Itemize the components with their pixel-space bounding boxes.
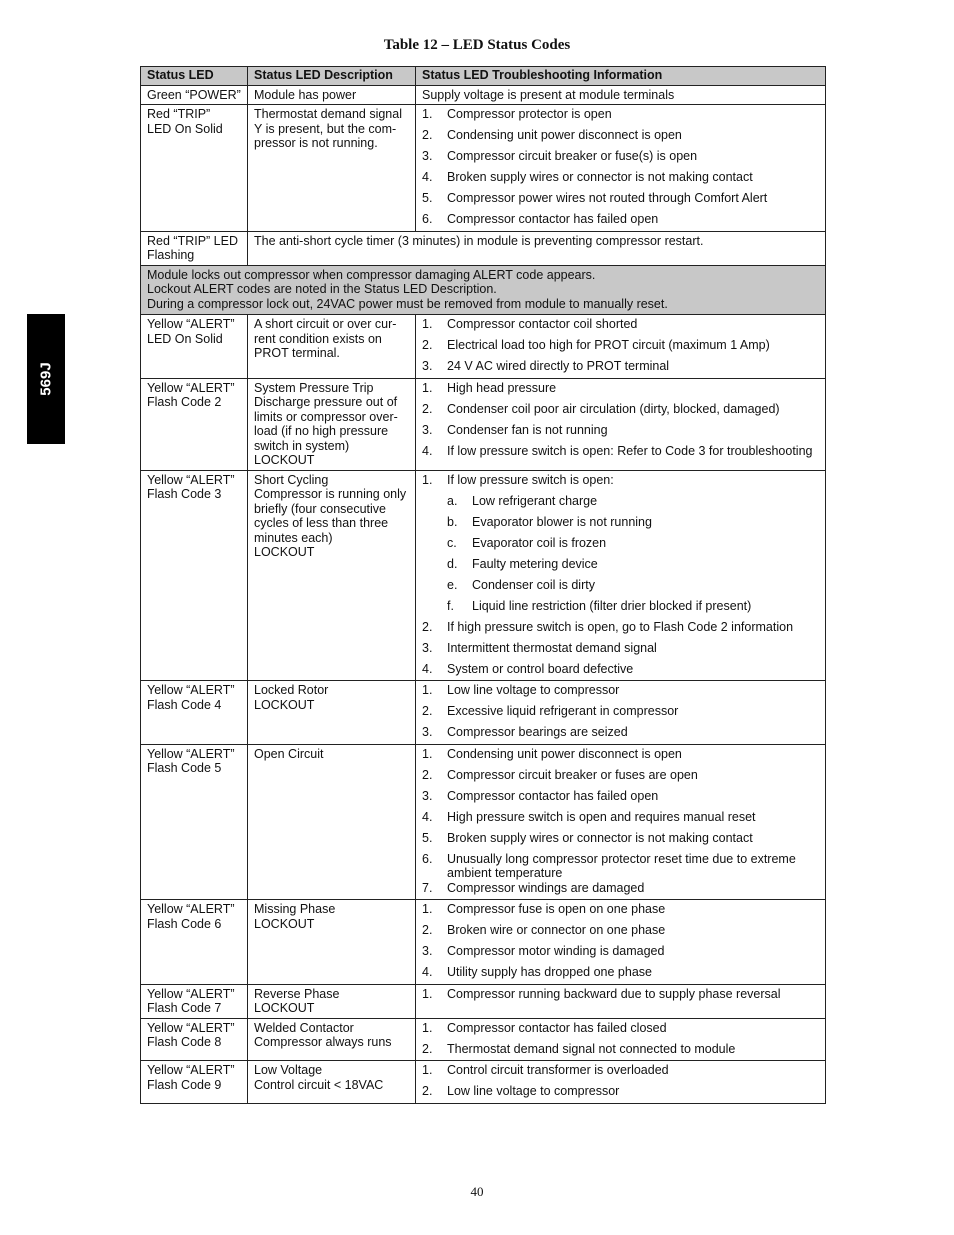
status-led-line: Yellow “ALERT”	[147, 986, 235, 1001]
item-text: Compressor contactor has failed open	[447, 788, 659, 803]
table-row	[141, 681, 826, 745]
list-item	[422, 149, 819, 170]
item-text: Compressor running backward due to supply phase reversal	[447, 986, 781, 1001]
description-line: Locked Rotor	[254, 683, 329, 697]
item-text: High pressure switch is open and requires manual reset	[447, 809, 756, 824]
item-text: Compressor windings are damaged	[447, 880, 645, 895]
item-number: 5.	[422, 830, 433, 845]
item-number: 3.	[422, 149, 433, 163]
list-item	[422, 423, 819, 444]
list-item	[422, 987, 819, 1006]
list-item	[422, 536, 819, 557]
lockout-note-row	[141, 265, 826, 315]
status-led-cell	[141, 231, 248, 265]
item-number: 2.	[422, 704, 433, 718]
list-item	[422, 965, 819, 984]
description-line: Compressor is running only	[254, 487, 407, 501]
item-text: Unusually long compressor protector reset time due to extreme ambient temperature	[447, 851, 796, 880]
description-line: briefly (four consecutive	[254, 501, 387, 516]
description-line: Open Circuit	[254, 746, 324, 761]
table-row	[141, 744, 826, 900]
list-item	[422, 852, 819, 881]
list-item	[422, 107, 819, 128]
troubleshooting-cell: The anti-short cycle timer (3 minutes) in module is preventing compressor restart.	[248, 231, 826, 265]
list-item	[422, 599, 819, 620]
description-line: Short Cycling	[254, 472, 329, 487]
description-line: Compressor always runs	[254, 1035, 392, 1049]
list-item	[422, 768, 819, 789]
item-number: 7.	[422, 880, 433, 895]
table-row	[141, 105, 826, 232]
table-header-row	[141, 67, 826, 86]
description-cell	[248, 900, 416, 985]
list-item	[422, 170, 819, 191]
description-line: load (if no high pressure	[254, 424, 389, 438]
status-led-line: Flash Code 7	[147, 1001, 222, 1015]
item-number: 2.	[422, 923, 433, 937]
table-row	[141, 1061, 826, 1104]
troubleshooting-list	[422, 683, 819, 744]
lockout-note	[141, 265, 826, 315]
lockout-note-line: During a compressor lock out, 24VAC power must be removed from module to manually reset.	[147, 296, 668, 311]
item-text: Compressor contactor has failed open	[447, 212, 659, 226]
status-led-line: Yellow “ALERT”	[147, 472, 235, 487]
description-line: LOCKOUT	[254, 697, 315, 712]
item-number: 1.	[422, 986, 433, 1001]
table-row	[141, 231, 826, 265]
list-item	[422, 1021, 819, 1042]
item-number: 3.	[422, 359, 433, 373]
item-text: If low pressure switch is open: Refer to Code 3 for troubleshooting	[447, 443, 813, 458]
table-row	[141, 378, 826, 470]
description-cell	[248, 85, 416, 105]
item-number: 2.	[422, 401, 433, 416]
item-text: If low pressure switch is open:	[447, 472, 614, 487]
troubleshooting-cell	[416, 900, 826, 985]
item-text: If high pressure switch is open, go to Flash Code 2 information	[447, 619, 794, 634]
item-text: Excessive liquid refrigerant in compressor	[447, 704, 679, 718]
status-led-cell	[141, 744, 248, 900]
description-cell	[248, 105, 416, 232]
description-line: Low Voltage	[254, 1063, 323, 1077]
list-item	[422, 641, 819, 662]
list-item	[422, 1042, 819, 1061]
item-number: 3.	[422, 640, 433, 655]
item-number: 2.	[422, 1041, 433, 1056]
header-troubleshooting-information: Status LED Troubleshooting Information	[416, 67, 826, 86]
item-text: Compressor protector is open	[447, 107, 612, 121]
troubleshooting-list	[422, 1063, 819, 1103]
status-led-line: Red “TRIP” LED	[147, 233, 238, 248]
status-led-line: Yellow “ALERT”	[147, 1063, 235, 1077]
status-led-line: Flash Code 8	[147, 1035, 222, 1049]
description-line: Discharge pressure out of	[254, 395, 398, 409]
troubleshooting-cell	[416, 105, 826, 232]
status-led-cell	[141, 470, 248, 681]
item-number: 4.	[422, 809, 433, 824]
description-line: LOCKOUT	[254, 545, 315, 559]
list-item	[422, 810, 819, 831]
description-line: LOCKOUT	[254, 916, 315, 931]
description-line: pressor is not running.	[254, 136, 378, 150]
item-number: 2.	[422, 338, 433, 352]
description-line: PROT terminal.	[254, 346, 340, 360]
lockout-note-line: Lockout ALERT codes are noted in the Status LED Description.	[147, 282, 497, 296]
status-led-cell	[141, 315, 248, 379]
description-line: Control circuit < 18VAC	[254, 1077, 384, 1092]
status-led-cell	[141, 105, 248, 232]
description-cell	[248, 984, 416, 1018]
list-item	[422, 128, 819, 149]
troubleshooting-cell	[416, 984, 826, 1018]
item-text: Intermittent thermostat demand signal	[447, 640, 657, 655]
list-item	[422, 620, 819, 641]
item-text: Compressor circuit breaker or fuses are open	[447, 767, 698, 782]
troubleshooting-cell: Supply voltage is present at module terminals	[416, 85, 826, 105]
description-cell	[248, 1018, 416, 1061]
item-number: 4.	[422, 170, 433, 184]
list-item	[422, 747, 819, 768]
status-led-line: Flash Code 6	[147, 916, 222, 931]
list-item	[422, 704, 819, 725]
item-text: Compressor contactor has failed closed	[447, 1020, 667, 1035]
troubleshooting-cell	[416, 315, 826, 379]
description-line: rent condition exists on	[254, 331, 382, 346]
list-item	[422, 317, 819, 338]
item-number: e.	[447, 577, 458, 592]
list-item	[422, 831, 819, 852]
page-number: 40	[470, 1184, 484, 1199]
item-text: Compressor fuse is open on one phase	[447, 902, 666, 916]
lockout-note-line: Module locks out compressor when compressor damaging ALERT code appears.	[147, 267, 596, 282]
item-text: Liquid line restriction (filter drier blocked if present)	[472, 598, 752, 613]
description-cell	[248, 470, 416, 681]
list-item	[422, 515, 819, 536]
status-led-cell	[141, 85, 248, 105]
item-text: Faulty metering device	[472, 556, 598, 571]
item-number: 2.	[422, 128, 433, 142]
side-tab-label: 569J	[37, 362, 55, 396]
item-number: b.	[447, 514, 458, 529]
item-number: 1.	[422, 683, 433, 697]
list-item	[422, 557, 819, 578]
status-led-line: Green “POWER”	[147, 87, 241, 102]
table-row	[141, 1018, 826, 1061]
status-led-line: Yellow “ALERT”	[147, 683, 235, 697]
item-number: 3.	[422, 944, 433, 958]
list-item	[422, 444, 819, 463]
item-number: 1.	[422, 902, 433, 916]
item-number: 1.	[422, 746, 433, 761]
item-text: Compressor contactor coil shorted	[447, 317, 638, 331]
troubleshooting-list	[422, 473, 819, 681]
item-text: Condensing unit power disconnect is open	[447, 128, 682, 142]
status-led-cell	[141, 1018, 248, 1061]
troubleshooting-list	[422, 987, 819, 1006]
status-led-line: Yellow “ALERT”	[147, 746, 235, 761]
item-text: Utility supply has dropped one phase	[447, 965, 652, 979]
item-text: Evaporator blower is not running	[472, 514, 652, 529]
item-text: Thermostat demand signal not connected to module	[447, 1041, 736, 1056]
list-item	[422, 662, 819, 681]
description-cell	[248, 1061, 416, 1104]
list-item	[422, 683, 819, 704]
item-number: 3.	[422, 725, 433, 739]
side-tab	[27, 314, 65, 444]
item-text: Compressor circuit breaker or fuse(s) is open	[447, 149, 698, 163]
table-row	[141, 984, 826, 1018]
description-cell	[248, 378, 416, 470]
item-number: 3.	[422, 788, 433, 803]
list-item	[422, 725, 819, 744]
item-text: Condenser coil is dirty	[472, 577, 595, 592]
list-item	[422, 923, 819, 944]
header-status-led-description: Status LED Description	[248, 67, 416, 86]
item-number: 1.	[422, 472, 433, 487]
list-item	[422, 902, 819, 923]
item-text: Low refrigerant charge	[472, 493, 598, 508]
description-line: Welded Contactor	[254, 1020, 354, 1035]
item-text: Condenser coil poor air circulation (dirty, blocked, damaged)	[447, 401, 780, 416]
status-led-cell	[141, 984, 248, 1018]
item-text: Compressor motor winding is damaged	[447, 944, 665, 958]
item-text: Electrical load too high for PROT circuit (maximum 1 Amp)	[447, 338, 770, 352]
description-line: Module has power	[254, 87, 357, 102]
description-cell	[248, 681, 416, 745]
list-item	[422, 944, 819, 965]
item-number: 1.	[422, 380, 433, 395]
status-led-line: Flash Code 9	[147, 1077, 222, 1092]
table-row	[141, 315, 826, 379]
item-number: 4.	[422, 443, 433, 458]
item-text: System or control board defective	[447, 661, 634, 676]
status-led-cell	[141, 378, 248, 470]
troubleshooting-list	[422, 381, 819, 463]
description-cell	[248, 744, 416, 900]
item-text: Broken supply wires or connector is not making contact	[447, 830, 753, 845]
list-item	[422, 578, 819, 599]
description-line: LOCKOUT	[254, 1001, 315, 1015]
list-item	[422, 381, 819, 402]
description-line: cycles of less than three	[254, 516, 389, 530]
list-item	[422, 1084, 819, 1103]
list-item	[422, 402, 819, 423]
status-led-line: Flash Code 3	[147, 487, 222, 501]
list-item	[422, 191, 819, 212]
table-row	[141, 900, 826, 985]
item-number: 5.	[422, 191, 433, 205]
status-led-line: Yellow “ALERT”	[147, 1020, 235, 1035]
description-line: Missing Phase	[254, 902, 336, 916]
status-led-line: LED On Solid	[147, 121, 223, 136]
description-cell	[248, 315, 416, 379]
description-line: switch in system)	[254, 438, 350, 453]
item-text: High head pressure	[447, 380, 557, 395]
item-text: Broken wire or connector on one phase	[447, 923, 666, 937]
status-led-line: Yellow “ALERT”	[147, 317, 235, 331]
list-item	[422, 359, 819, 378]
status-led-cell	[141, 1061, 248, 1104]
list-item	[422, 212, 819, 231]
item-number: 2.	[422, 767, 433, 782]
list-item	[422, 338, 819, 359]
troubleshooting-list	[422, 1021, 819, 1061]
description-line: LOCKOUT	[254, 453, 315, 467]
item-number: 1.	[422, 1063, 433, 1077]
description-line: A short circuit or over cur-	[254, 317, 397, 331]
item-number: 3.	[422, 422, 433, 437]
table-row	[141, 85, 826, 105]
status-led-line: Flashing	[147, 248, 195, 262]
item-text: Compressor power wires not routed through Comfort Alert	[447, 191, 768, 205]
item-text: Condensing unit power disconnect is open	[447, 746, 682, 761]
item-number: d.	[447, 556, 458, 571]
table-title: Table 12 – LED Status Codes	[383, 37, 571, 53]
item-text: Control circuit transformer is overloaded	[447, 1063, 669, 1077]
description-line: minutes each)	[254, 530, 333, 545]
table-row	[141, 470, 826, 681]
list-item	[422, 494, 819, 515]
description-line: Thermostat demand signal	[254, 107, 402, 121]
description-line: System Pressure Trip	[254, 380, 374, 395]
item-number: 6.	[422, 212, 433, 226]
troubleshooting-cell	[416, 744, 826, 900]
troubleshooting-list	[422, 747, 819, 900]
troubleshooting-list	[422, 317, 819, 378]
item-text: Broken supply wires or connector is not making contact	[447, 170, 753, 184]
item-number: 1.	[422, 317, 433, 331]
status-led-line: LED On Solid	[147, 331, 223, 346]
list-item	[422, 1063, 819, 1084]
item-text: Low line voltage to compressor	[447, 683, 620, 697]
item-text: Evaporator coil is frozen	[472, 535, 607, 550]
status-led-cell	[141, 900, 248, 985]
led-status-table	[140, 66, 826, 1104]
item-number: 4.	[422, 661, 433, 676]
item-number: 4.	[422, 965, 433, 979]
troubleshooting-list	[422, 902, 819, 984]
description-line: Y is present, but the com-	[254, 121, 397, 136]
item-number: f.	[447, 598, 454, 613]
header-status-led: Status LED	[141, 67, 248, 86]
item-number: a.	[447, 493, 458, 508]
item-text: Condenser fan is not running	[447, 422, 608, 437]
item-number: 1.	[422, 1020, 433, 1035]
item-number: 1.	[422, 107, 433, 121]
status-led-line: Flash Code 2	[147, 395, 222, 409]
status-led-line: Yellow “ALERT”	[147, 380, 235, 395]
status-led-line: Yellow “ALERT”	[147, 902, 235, 916]
list-item	[422, 881, 819, 900]
description-line: limits or compressor over-	[254, 409, 398, 424]
troubleshooting-cell	[416, 378, 826, 470]
troubleshooting-cell	[416, 1018, 826, 1061]
item-number: 2.	[422, 1084, 433, 1098]
item-number: c.	[447, 535, 457, 550]
status-led-line: Flash Code 4	[147, 697, 222, 712]
status-led-line: Red “TRIP”	[147, 107, 211, 121]
list-item	[422, 789, 819, 810]
item-text: Compressor bearings are seized	[447, 725, 628, 739]
troubleshooting-list	[422, 107, 819, 231]
item-text: 24 V AC wired directly to PROT terminal	[447, 359, 670, 373]
status-led-cell	[141, 681, 248, 745]
list-item	[422, 473, 819, 494]
troubleshooting-cell	[416, 470, 826, 681]
troubleshooting-cell	[416, 681, 826, 745]
item-number: 2.	[422, 619, 433, 634]
description-line: Reverse Phase	[254, 986, 340, 1001]
status-led-line: Flash Code 5	[147, 761, 222, 775]
item-number: 6.	[422, 851, 433, 866]
item-text: Low line voltage to compressor	[447, 1084, 620, 1098]
troubleshooting-cell	[416, 1061, 826, 1104]
